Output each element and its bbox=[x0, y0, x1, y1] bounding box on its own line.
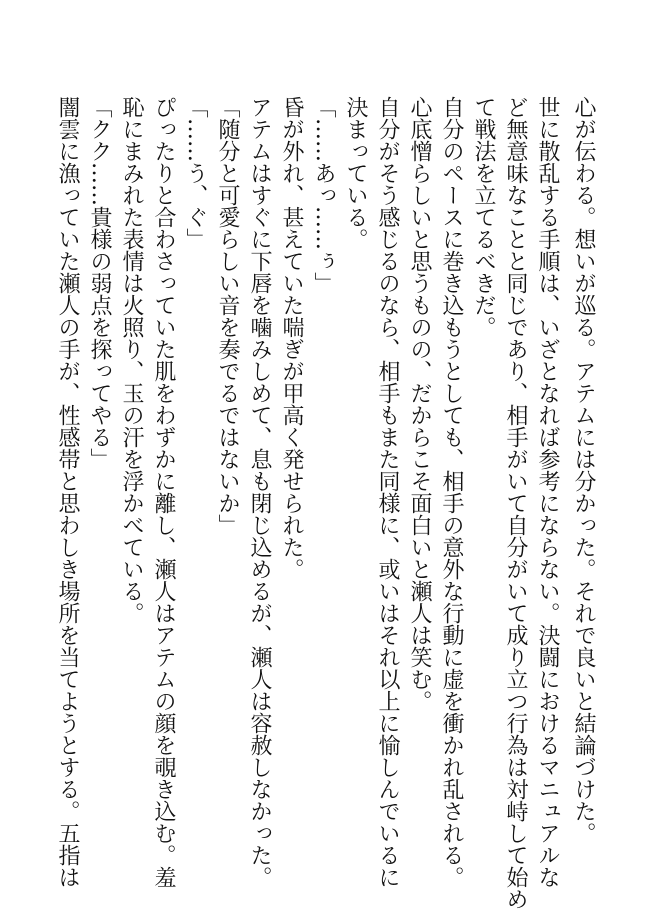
text-line: ど無意味なことと同じであり、相手がいて自分がいて成り立つ行為は対峙して始め bbox=[503, 96, 528, 910]
text-line: 世に散乱する手順は、いざとなれば参考にならない。決闘におけるマニュアルな bbox=[535, 96, 560, 888]
text-line: ぴったりと合わさっていた肌をわずかに離し、瀬人はアテムの顔を覗き込む。羞 bbox=[151, 96, 176, 888]
text-line: 心底憎らしいと思うものの、だからこそ面白いと瀬人は笑む。 bbox=[407, 96, 432, 712]
text-line: 「……あっ……ぅ」 bbox=[311, 96, 336, 294]
text-line: 昏が外れ、甚えていた喘ぎが甲高く発せられた。 bbox=[279, 96, 304, 580]
vertical-text-body bbox=[48, 96, 596, 910]
text-line: 決まっている。 bbox=[343, 96, 368, 250]
text-line: 闇雲に漁っていた瀬人の手が、性感帯と思わしき場所を当てようとする。五指は bbox=[55, 96, 80, 888]
text-line: て戦法を立てるべきだ。 bbox=[471, 96, 496, 338]
text-line: アテムはすぐに下唇を噛みしめて、息も閉じ込めるが、瀬人は容赦しなかった。 bbox=[247, 96, 272, 888]
text-line: 自分のペースに巻き込もうとしても、相手の意外な行動に虚を衝かれ乱される。 bbox=[439, 96, 464, 888]
text-line: 「……う、ぐ」 bbox=[183, 96, 208, 250]
text-line: 恥にまみれた表情は火照り、玉の汗を浮かべている。 bbox=[119, 96, 144, 624]
text-line: 「随分と可愛らしい音を奏でるではないか」 bbox=[215, 96, 240, 536]
text-line: 「クク……貴様の弱点を探ってやる」 bbox=[87, 96, 112, 470]
text-line: 自分がそう感じるのなら、相手もまた同様に、或いはそれ以上に愉しんでいるに bbox=[375, 96, 400, 888]
text-line: 心が伝わる。想いが巡る。アテムには分かった。それで良いと結論づけた。 bbox=[571, 96, 596, 844]
